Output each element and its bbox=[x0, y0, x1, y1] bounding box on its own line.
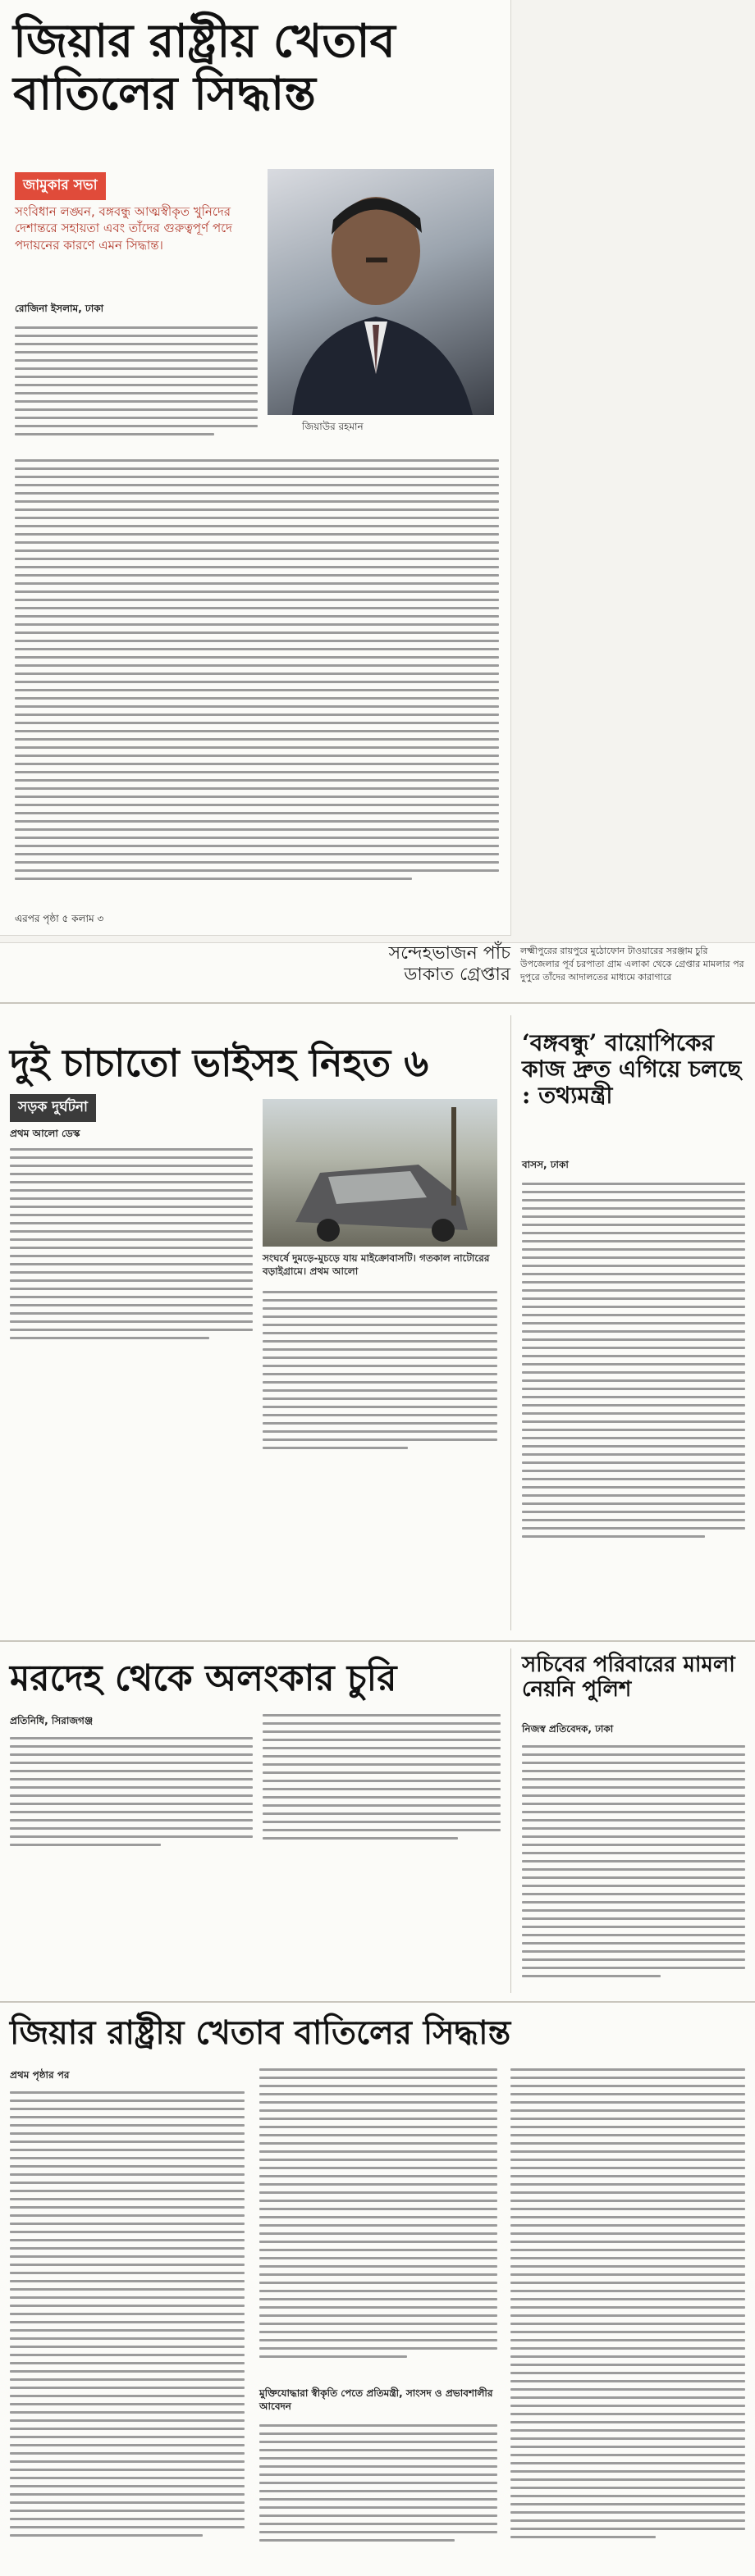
wrecked-vehicle bbox=[263, 1099, 497, 1247]
accident-body-right bbox=[263, 1291, 497, 1449]
continued-byline: প্রথম পৃষ্ঠার পর bbox=[10, 2069, 70, 2081]
accident-tag: সড়ক দুর্ঘটনা bbox=[10, 1094, 96, 1122]
accident-body-left bbox=[10, 1148, 253, 1339]
theft-byline: প্রতিনিধি, সিরাজগঞ্জ bbox=[10, 1715, 94, 1726]
secretary-byline: নিজস্ব প্রতিবেদক, ঢাকা bbox=[522, 1723, 614, 1735]
top-strip-line-1: সন্দেহভাজন পাঁচ bbox=[388, 943, 510, 964]
biopic-byline: বাসস, ঢাকা bbox=[522, 1159, 569, 1170]
continued-body-col-2b bbox=[259, 2424, 497, 2542]
portrait-figure bbox=[268, 169, 494, 415]
theft-body-left bbox=[10, 1737, 253, 1846]
clip1-photo-caption: জিয়াউর রহমান bbox=[302, 421, 364, 432]
accident-headline: দুই চাচাতো ভাইসহ নিহত ৬ bbox=[10, 1041, 429, 1085]
top-strip-body: লক্ষ্মীপুরের রায়পুরে মুঠোফোন টাওয়ারের সরঞ্জাম চুরি উপজেলার পূর্ব চরপাতা গ্রাম এলাকা থেকে গ্রেপ্তার মামলার পর দুপুরে তাঁদের আদালতের মাধ্যমে কারাগারে bbox=[520, 946, 744, 983]
clip1-jump-line: এরপর পৃষ্ঠা ৫ কলাম ৩ bbox=[15, 913, 104, 924]
accident-byline: প্রথম আলো ডেস্ক bbox=[10, 1128, 80, 1139]
accident-photo-caption: সংঘর্ষে দুমড়ে-মুচড়ে যায় মাইক্রোবাসটি। গতকাল নাটোরের বড়াইগ্রামে। প্রথম আলো bbox=[263, 1252, 490, 1278]
top-strip-headline bbox=[281, 943, 510, 987]
continued-headline: জিয়ার রাষ্ট্রীয় খেতাব বাতিলের সিদ্ধান্ত bbox=[10, 2013, 511, 2052]
biopic-body bbox=[522, 1183, 745, 1538]
biopic-headline: ‘বঙ্গবন্ধু’ বায়োপিকের কাজ দ্রুত এগিয়ে চলছে : তথ্যমন্ত্রী bbox=[522, 1029, 742, 1110]
top-strip-line-2: ডাকাত গ্রেপ্তার bbox=[404, 964, 510, 986]
secretary-body bbox=[522, 1745, 745, 1977]
secretary-headline: সচিবের পরিবারের মামলা নেয়নি পুলিশ bbox=[522, 1653, 735, 1702]
clip1-headline: জিয়ার রাষ্ট্রীয় খেতাব বাতিলের সিদ্ধান্ত bbox=[13, 14, 396, 121]
section-rule-2 bbox=[0, 2001, 755, 2003]
continued-body-col-2a bbox=[259, 2068, 497, 2358]
section-rule-1 bbox=[0, 1640, 755, 1642]
theft-body-right bbox=[263, 1714, 501, 1840]
clip1-portrait-photo bbox=[268, 169, 494, 415]
clip1-body-text-upper bbox=[15, 326, 258, 435]
theft-headline: মরদেহ থেকে অলংকার চুরি bbox=[10, 1657, 397, 1699]
clipping-top bbox=[0, 0, 510, 935]
side-column-rule bbox=[510, 1015, 511, 1630]
clipping-bottom bbox=[0, 943, 755, 2576]
clip1-deck: সংবিধান লঙ্ঘন, বঙ্গবন্ধু আত্মস্বীকৃত খুনিদের দেশান্তরে সহায়তা এবং তাঁদের গুরুত্বপূর্ণ পদে পদায়নের কারণে এমন সিদ্ধান্ত। bbox=[15, 204, 233, 253]
continued-body-col-1 bbox=[10, 2091, 245, 2537]
accident-photo bbox=[263, 1099, 497, 1247]
clip1-byline: রোজিনা ইসলাম, ঢাকা bbox=[15, 303, 104, 314]
top-strip-rule bbox=[0, 1002, 755, 1004]
clip1-section-label: জামুকার সভা bbox=[15, 172, 106, 200]
clip1-body-text-lower bbox=[15, 459, 499, 880]
continued-subhead: মুক্তিযোদ্ধারা স্বীকৃতি পেতে প্রতিমন্ত্রী, সাংসদ ও প্রভাবশালীর আবেদন bbox=[259, 2387, 493, 2413]
continued-body-col-3 bbox=[510, 2068, 745, 2538]
side-column-rule-2 bbox=[510, 1648, 511, 1993]
